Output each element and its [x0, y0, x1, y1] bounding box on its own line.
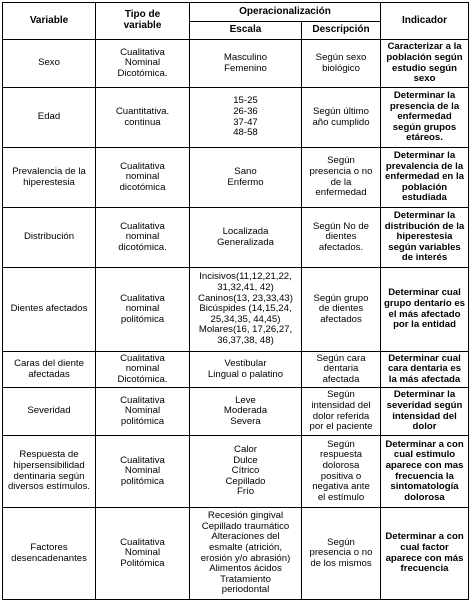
cell-descripcion: Según cara dentaria afectada [302, 352, 381, 388]
header-indicador: Indicador [381, 3, 469, 40]
cell-escala: Masculino Femenino [190, 40, 302, 88]
cell-tipo: Cualitativa Nominal Dicotómica. [96, 40, 190, 88]
cell-tipo: Cualitativa nominal dicotómica [96, 148, 190, 208]
cell-indicador: Determinar cual grupo dentario es el más afectado por la entidad [381, 268, 469, 352]
header-tipo-variable: Tipo de variable [96, 3, 190, 40]
cell-indicador: Determinar cual cara dentaria es la más afectada [381, 352, 469, 388]
cell-tipo: Cuantitativa. continua [96, 88, 190, 148]
table-row [3, 208, 469, 268]
cell-variable: Respuesta de hipersensibilidad dentinaria según diversos estímulos. [3, 436, 96, 508]
cell-escala: Localizada Generalizada [190, 208, 302, 268]
header-descripcion: Descripción [302, 22, 381, 40]
header-operacionalizacion: Operacionalización [190, 3, 381, 22]
operationalization-table [2, 2, 469, 600]
cell-descripcion: Según presencia o no de los mismos [302, 508, 381, 600]
cell-descripcion: Según presencia o no de la enfermedad [302, 148, 381, 208]
table-row [3, 508, 469, 600]
cell-descripcion: Según respuesta dolorosa positiva o negativa ante el estímulo [302, 436, 381, 508]
cell-descripcion: Según último año cumplido [302, 88, 381, 148]
table-row [3, 436, 469, 508]
cell-indicador: Determinar la severidad según intensidad del dolor [381, 388, 469, 436]
cell-indicador: Determinar la distribución de la hiperestesia según variables de interés [381, 208, 469, 268]
table-row [3, 88, 469, 148]
cell-indicador: Determinar la presencia de la enfermedad según grupos etáreos. [381, 88, 469, 148]
table-row [3, 388, 469, 436]
cell-variable: Distribución [3, 208, 96, 268]
cell-escala: Recesión gingival Cepillado traumático Alteraciones del esmalte (atrición, erosión y/o abrasión) Alimentos ácidos Tratamiento periodontal [190, 508, 302, 600]
header-escala: Escala [190, 22, 302, 40]
cell-escala: Leve Moderada Severa [190, 388, 302, 436]
cell-indicador: Determinar la prevalencia de la enfermedad en la población estudiada [381, 148, 469, 208]
cell-descripcion: Según sexo biológico [302, 40, 381, 88]
cell-escala: 15-25 26-36 37-47 48-58 [190, 88, 302, 148]
table-row [3, 352, 469, 388]
cell-variable: Sexo [3, 40, 96, 88]
cell-variable: Edad [3, 88, 96, 148]
table-row [3, 268, 469, 352]
cell-variable: Severidad [3, 388, 96, 436]
cell-indicador: Determinar a con cual estimulo aparece con mas frecuencia la sintomatología dolorosa [381, 436, 469, 508]
cell-indicador: Caracterizar a la población según estudio según sexo [381, 40, 469, 88]
cell-variable: Factores desencadenantes [3, 508, 96, 600]
cell-indicador: Determinar a con cual factor aparece con más frecuencia [381, 508, 469, 600]
cell-descripcion: Según grupo de dientes afectados [302, 268, 381, 352]
cell-escala: Calor Dulce Cítrico Cepillado Frío [190, 436, 302, 508]
cell-tipo: Cualitativa Nominal Politómica [96, 508, 190, 600]
cell-escala: Sano Enfermo [190, 148, 302, 208]
cell-descripcion: Según intensidad del dolor referida por el paciente [302, 388, 381, 436]
table-row [3, 40, 469, 88]
cell-tipo: Cualitativa Nominal politómica [96, 388, 190, 436]
cell-tipo: Cualitativa nominal dicotómica. [96, 208, 190, 268]
cell-escala: Vestibular Lingual o palatino [190, 352, 302, 388]
cell-variable: Caras del diente afectadas [3, 352, 96, 388]
table-row [3, 148, 469, 208]
cell-variable: Dientes afectados [3, 268, 96, 352]
header-variable: Variable [3, 3, 96, 40]
cell-escala: Incisivos(11,12,21,22, 31,32,41, 42) Caninos(13, 23,33,43) Bicúspides (14,15,24, 25,34,35, 44,45) Molares(16, 17,26,27, 36,37,38, 48) [190, 268, 302, 352]
cell-tipo: Cualitativa Nominal politómica [96, 436, 190, 508]
cell-descripcion: Según No de dientes afectados. [302, 208, 381, 268]
cell-variable: Prevalencia de la hiperestesia [3, 148, 96, 208]
cell-tipo: Cualitativa nominal Dicotómica. [96, 352, 190, 388]
cell-tipo: Cualitativa nominal politómica [96, 268, 190, 352]
